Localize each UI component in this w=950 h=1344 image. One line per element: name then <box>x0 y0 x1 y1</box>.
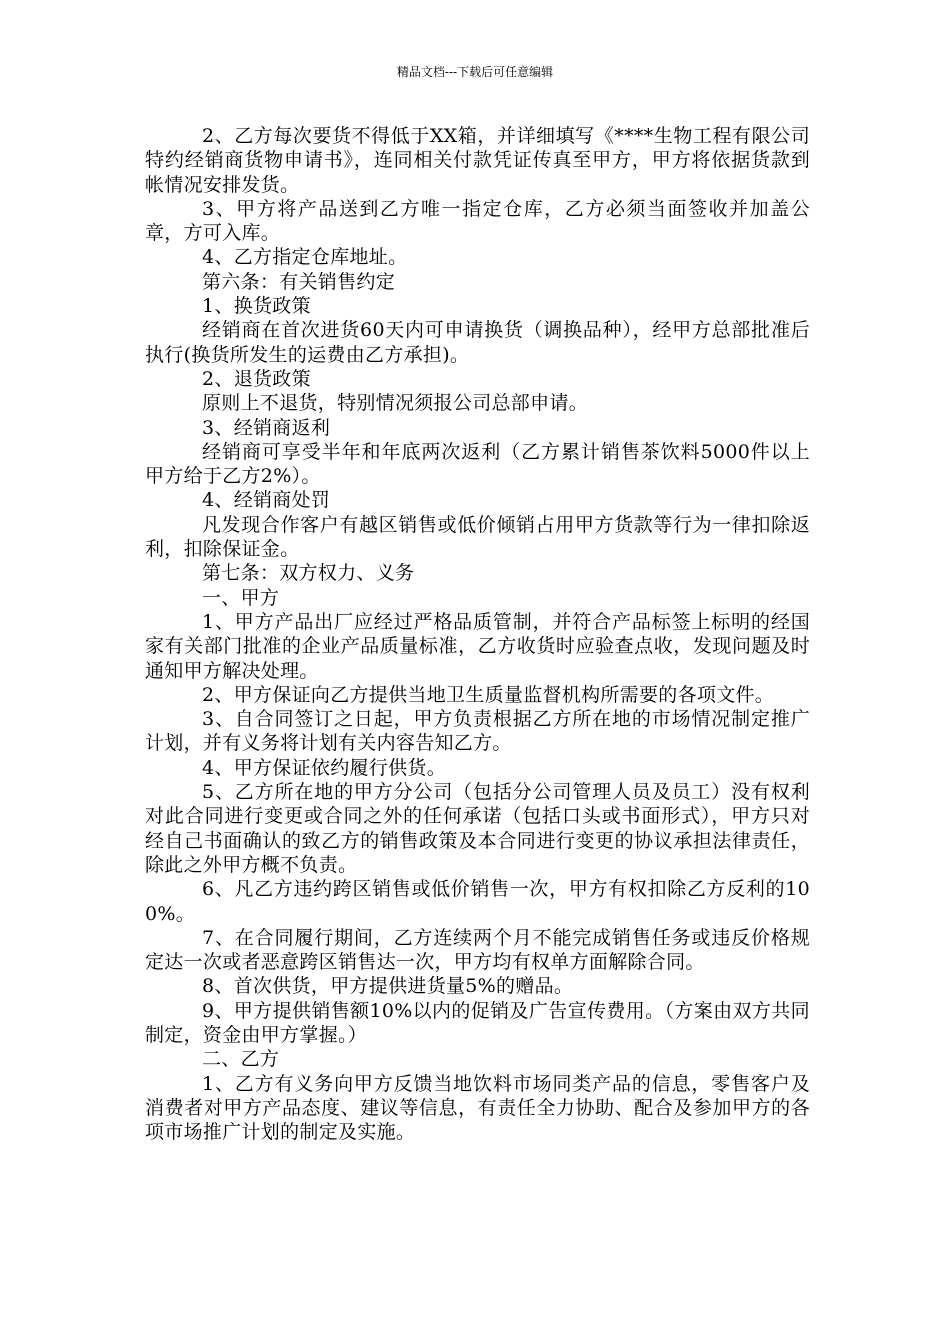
party-a-item-2: 2、甲方保证向乙方提供当地卫生质量监督机构所需要的各项文件。 <box>202 683 775 706</box>
party-a-item-6: 6、凡乙方违约跨区销售或低价销售一次，甲方有权扣除乙方反利的100%。 <box>145 878 810 925</box>
penalty-heading: 4、经销商处罚 <box>202 489 331 512</box>
party-a-item-4: 4、甲方保证依约履行供货。 <box>202 756 446 779</box>
paragraph-item-3-delivery: 3、甲方将产品送到乙方唯一指定仓库，乙方必须当面签收并加盖公章，方可入库。 <box>145 197 810 245</box>
article-6-heading: 第六条：有关销售约定 <box>202 270 396 293</box>
penalty-text: 凡发现合作客户有越区销售或低价倾销占用甲方货款等行为一律扣除返利，扣除保证金。 <box>145 513 810 561</box>
exchange-policy-text: 经销商在首次进货60天内可申请换货（调换品种），经甲方总部批准后执行(换货所发生的运费由乙方承担)。 <box>145 319 810 366</box>
page-header: 精品文档---下载后可任意编辑 <box>396 65 554 79</box>
paragraph-item-4-warehouse: 4、乙方指定仓库地址。 <box>202 246 408 269</box>
party-a-item-7: 7、在合同履行期间，乙方连续两个月不能完成销售任务或违反价格规定达一次或者恶意跨区销售达一次，甲方均有权单方面解除合同。 <box>145 926 810 974</box>
return-policy-heading: 2、退货政策 <box>202 367 311 390</box>
party-a-item-9: 9、甲方提供销售额10%以内的促销及广告宣传费用。（方案由双方共同制定，资金由甲方掌握。） <box>145 999 810 1046</box>
party-a-item-3: 3、自合同签订之日起，甲方负责根据乙方所在地的市场情况制定推广计划，并有义务将计划有关内容告知乙方。 <box>145 708 810 755</box>
party-b-heading: 二、乙方 <box>202 1048 280 1071</box>
document-body <box>145 124 810 1144</box>
rebate-heading: 3、经销商返利 <box>202 416 331 439</box>
paragraph-item-2-order: 2、乙方每次要货不得低于XX箱，并详细填写《****生物工程有限公司特约经销商货物申请书》，连同相关付款凭证传真至甲方，甲方将依据货款到帐情况安排发货。 <box>145 125 810 196</box>
article-7-heading: 第七条：双方权力、义务 <box>202 562 415 585</box>
party-a-item-1: 1、甲方产品出厂应经过严格品质管制，并符合产品标签上标明的经国家有关部门批准的企业产品质量标准，乙方收货时应验查点收，发现问题及时通知甲方解决处理。 <box>145 610 810 682</box>
party-a-heading: 一、甲方 <box>202 586 280 609</box>
party-a-item-5: 5、乙方所在地的甲方分公司（包括分公司管理人员及员工）没有权利对此合同进行变更或合同之外的任何承诺（包括口头或书面形式），甲方只对经自己书面确认的致乙方的销售政策及本合同进行变更的协议承担法律责任，除此之外甲方概不负责。 <box>145 781 810 876</box>
return-policy-text: 原则上不退货，特别情况须报公司总部申请。 <box>202 392 589 415</box>
rebate-text: 经销商可享受半年和年底两次返利（乙方累计销售茶饮料5000件以上甲方给于乙方2%）。 <box>145 440 810 488</box>
exchange-policy-heading: 1、换货政策 <box>202 295 311 318</box>
party-a-item-8: 8、首次供货，甲方提供进货量5%的赠品。 <box>202 975 574 998</box>
party-b-item-1: 1、乙方有义务向甲方反馈当地饮料市场同类产品的信息，零售客户及消费者对甲方产品态度、建议等信息，有责任全力协助、配合及参加甲方的各项市场推广计划的制定及实施。 <box>145 1072 810 1144</box>
